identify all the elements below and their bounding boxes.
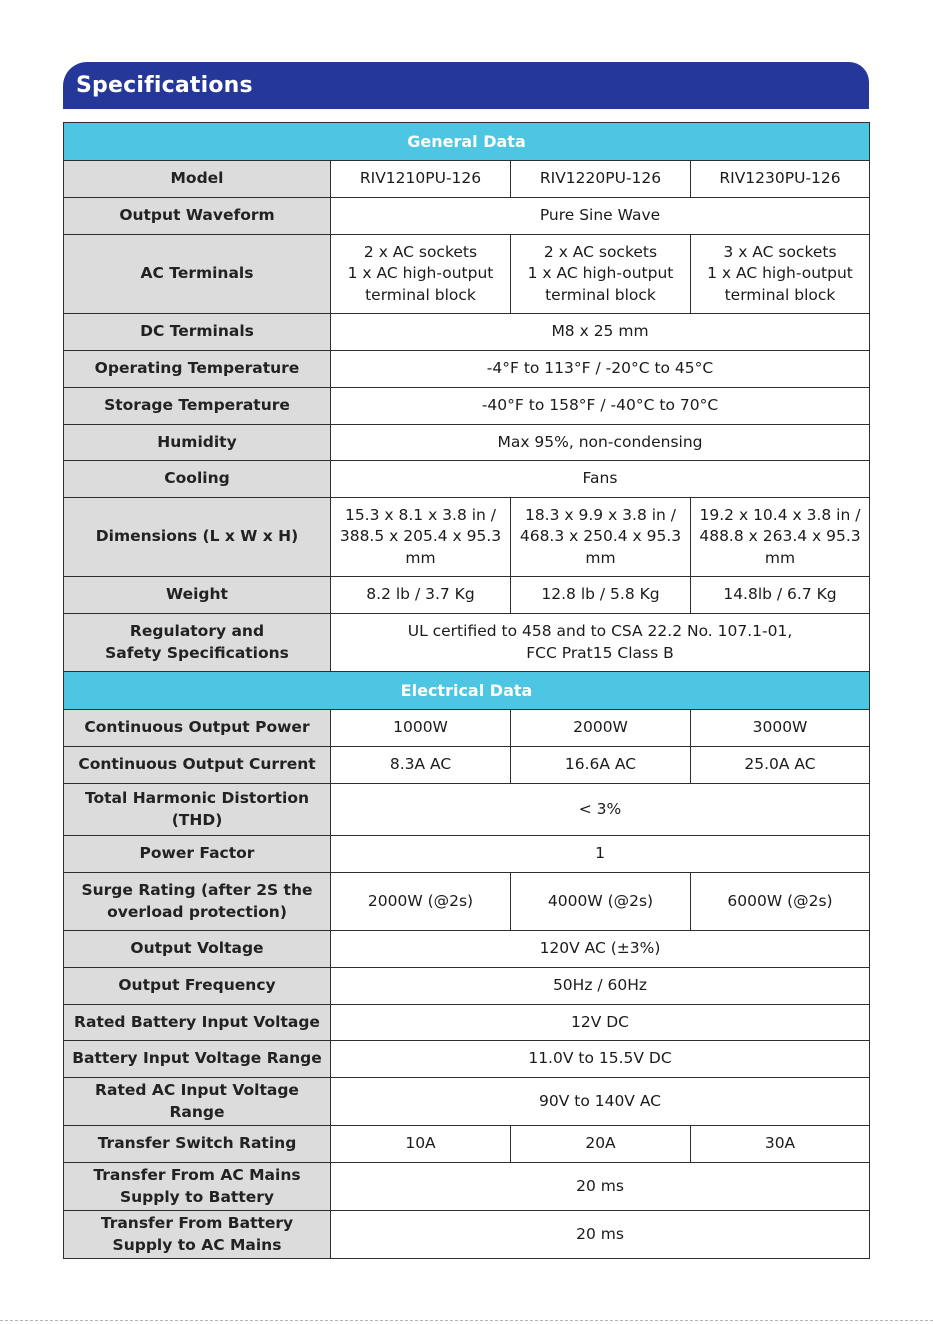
row-label [64, 747, 331, 784]
row-value [691, 161, 870, 198]
row-label-line: Rated Battery Input Voltage [74, 1012, 320, 1031]
row-value [331, 968, 870, 1005]
table-row [64, 836, 870, 873]
table-row [64, 461, 870, 498]
row-value-line: 4000W (@2s) [547, 891, 654, 910]
row-value-line: 20A [585, 1134, 616, 1153]
row-value [331, 577, 511, 614]
row-value [511, 235, 691, 314]
table-row [64, 873, 870, 931]
row-label-line: overload protection) [107, 902, 287, 921]
table-row [64, 161, 870, 198]
row-value-line: 488.8 x 263.4 x 95.3 [699, 527, 861, 546]
row-value [331, 388, 870, 425]
table-row [64, 198, 870, 235]
row-value-line: -4°F to 113°F / -20°C to 45°C [486, 359, 714, 378]
row-value [511, 498, 691, 577]
table-row [64, 1211, 870, 1259]
row-value [691, 710, 870, 747]
row-label-line: Transfer From Battery [100, 1214, 294, 1232]
row-label [64, 461, 331, 498]
row-value [691, 235, 870, 314]
row-value-line: < 3% [578, 799, 622, 818]
section-title: Electrical Data [64, 672, 870, 710]
row-value-line: 120V AC (±3%) [539, 939, 661, 958]
row-label [64, 784, 331, 836]
row-value-line: 2000W [573, 718, 628, 737]
row-label [64, 1126, 331, 1163]
row-value-line: 30A [764, 1134, 796, 1153]
row-value [511, 747, 691, 784]
row-label [64, 968, 331, 1005]
row-value [331, 498, 511, 577]
row-value [331, 314, 870, 351]
row-value [331, 931, 870, 968]
row-value-line: mm [405, 548, 436, 567]
table-row [64, 747, 870, 784]
table-row [64, 388, 870, 425]
row-value [331, 235, 511, 314]
row-label-line: Total Harmonic Distortion [84, 789, 310, 807]
row-label-line: Safety Specifications [105, 643, 289, 662]
row-value-line: 50Hz / 60Hz [552, 976, 648, 995]
row-label [64, 425, 331, 461]
row-value-line: RIV1210PU-126 [359, 169, 482, 188]
row-label [64, 836, 331, 873]
row-label-line: Dimensions (L x W x H) [95, 527, 299, 546]
row-label-line: Operating Temperature [94, 359, 300, 378]
row-value-line: 19.2 x 10.4 x 3.8 in / [699, 505, 861, 524]
table-row [64, 1163, 870, 1211]
row-label [64, 388, 331, 425]
row-label [64, 710, 331, 747]
table-row [64, 425, 870, 461]
row-value [331, 747, 511, 784]
row-label-line: Storage Temperature [104, 396, 290, 415]
row-value [331, 1041, 870, 1078]
section-header-row [64, 672, 870, 710]
row-value-line: 1000W [393, 718, 448, 737]
row-label-line: Continuous Output Power [84, 718, 310, 737]
row-value-line: 25.0A AC [744, 755, 816, 774]
row-value-line: RIV1220PU-126 [539, 169, 662, 188]
table-row [64, 235, 870, 314]
row-value-line: 3000W [752, 718, 808, 737]
row-value [511, 161, 691, 198]
row-label-line: Regulatory and [129, 622, 265, 640]
row-value [331, 710, 511, 747]
row-value-line: 2000W (@2s) [367, 891, 474, 910]
section-header-row [64, 123, 870, 161]
row-label [64, 1041, 331, 1078]
row-label-line: Output Waveform [119, 206, 275, 225]
row-value [331, 351, 870, 388]
row-value-line: 388.5 x 205.4 x 95.3 [339, 527, 502, 546]
section-title: General Data [64, 123, 870, 161]
row-value-line: 3 x AC sockets [723, 242, 837, 261]
row-label-line: Continuous Output Current [78, 755, 316, 774]
row-value-line: 1 [595, 844, 605, 863]
row-value [331, 1078, 870, 1126]
row-label [64, 161, 331, 198]
row-label-line: Range [169, 1102, 225, 1121]
row-label [64, 614, 331, 672]
row-value [331, 614, 870, 672]
row-value [511, 873, 691, 931]
row-value-line: Fans [582, 469, 618, 488]
row-value [331, 425, 870, 461]
row-value-line: Pure Sine Wave [539, 206, 661, 225]
row-label-line: Model [170, 169, 224, 188]
row-value-line: 12V DC [570, 1012, 629, 1031]
row-value [331, 1211, 870, 1259]
row-value [691, 577, 870, 614]
row-label-line: DC Terminals [140, 322, 254, 341]
row-value-line: 10A [405, 1134, 436, 1153]
specifications-banner [63, 62, 869, 109]
row-value [331, 1126, 511, 1163]
table-row [64, 710, 870, 747]
table-row [64, 498, 870, 577]
row-label [64, 1078, 331, 1126]
row-label-line: Supply to Battery [119, 1187, 274, 1206]
row-value [331, 1163, 870, 1211]
table-row [64, 1041, 870, 1078]
row-label-line: (THD) [171, 810, 223, 829]
row-value [331, 461, 870, 498]
row-value-line: 1 x AC high-output [347, 264, 494, 283]
row-value [691, 873, 870, 931]
row-value-line: 16.6A AC [564, 755, 637, 774]
row-value-line: 20 ms [576, 1176, 624, 1195]
row-label-line: Humidity [157, 432, 237, 451]
row-label-line: Rated AC Input Voltage [95, 1081, 299, 1099]
row-value-line: 1 x AC high-output [707, 264, 853, 283]
table-row [64, 784, 870, 836]
row-value-line: 18.3 x 9.9 x 3.8 in / [524, 505, 677, 524]
row-value [511, 577, 691, 614]
row-label-line: Battery Input Voltage Range [72, 1049, 322, 1068]
row-label [64, 577, 331, 614]
row-value-line: FCC Prat15 Class B [526, 643, 674, 662]
row-value [331, 836, 870, 873]
page-bottom-rule [0, 1320, 933, 1321]
row-value-line: 2 x AC sockets [363, 242, 478, 261]
row-label [64, 1005, 331, 1041]
row-value [331, 784, 870, 836]
row-label [64, 235, 331, 314]
row-label-line: Transfer Switch Rating [97, 1134, 297, 1153]
row-value-line: 12.8 lb / 5.8 Kg [541, 585, 660, 604]
row-value-line: 8.2 lb / 3.7 Kg [366, 585, 475, 604]
table-row [64, 968, 870, 1005]
row-value [691, 498, 870, 577]
row-label-line: Output Frequency [118, 976, 276, 995]
row-value [691, 1126, 870, 1163]
row-label [64, 931, 331, 968]
table-row [64, 351, 870, 388]
row-value [331, 161, 511, 198]
row-value-line: mm [764, 548, 796, 567]
row-value-line: 90V to 140V AC [538, 1091, 661, 1110]
row-label [64, 498, 331, 577]
row-label-line: Cooling [164, 469, 230, 488]
table-row [64, 1126, 870, 1163]
row-label [64, 1163, 331, 1211]
row-label-line: AC Terminals [140, 264, 254, 283]
table-row [64, 577, 870, 614]
page-title: Specifications [76, 73, 253, 98]
row-value-line: 15.3 x 8.1 x 3.8 in / [344, 505, 497, 524]
row-label-line: Power Factor [139, 844, 255, 863]
row-value-line: terminal block [724, 285, 836, 304]
row-value-line: UL certified to 458 and to CSA 22.2 No. 107.1-01, [407, 622, 793, 640]
row-value-line: M8 x 25 mm [551, 322, 649, 341]
row-label-line: Transfer From AC Mains [93, 1166, 301, 1184]
row-value-line: terminal block [545, 285, 656, 304]
row-value-line: 20 ms [576, 1224, 624, 1243]
row-value-line: 2 x AC sockets [543, 242, 658, 261]
row-value [331, 873, 511, 931]
row-value [691, 747, 870, 784]
table-row [64, 1078, 870, 1126]
row-value-line: 468.3 x 250.4 x 95.3 [519, 527, 682, 546]
row-value-line: RIV1230PU-126 [719, 169, 841, 188]
table-row [64, 314, 870, 351]
row-label [64, 1211, 331, 1259]
table-row [64, 1005, 870, 1041]
row-value-line: mm [585, 548, 616, 567]
row-value [331, 1005, 870, 1041]
row-label [64, 198, 331, 235]
row-value-line: Max 95%, non-condensing [497, 432, 703, 451]
table-row [64, 931, 870, 968]
row-value-line: 11.0V to 15.5V DC [528, 1049, 672, 1068]
row-value [331, 198, 870, 235]
row-label [64, 351, 331, 388]
row-value-line: 1 x AC high-output [527, 264, 674, 283]
table-row [64, 614, 870, 672]
row-label-line: Weight [166, 585, 228, 604]
row-label [64, 873, 331, 931]
specifications-table [63, 122, 870, 1259]
row-value-line: 8.3A AC [389, 755, 452, 774]
row-value-line: terminal block [365, 285, 476, 304]
row-value [511, 1126, 691, 1163]
row-value-line: 14.8lb / 6.7 Kg [723, 585, 837, 604]
row-label-line: Surge Rating (after 2S the [81, 881, 313, 899]
row-label [64, 314, 331, 351]
row-label-line: Output Voltage [130, 939, 264, 958]
row-label-line: Supply to AC Mains [112, 1235, 282, 1254]
row-value-line: -40°F to 158°F / -40°C to 70°C [481, 396, 719, 415]
row-value [511, 710, 691, 747]
row-value-line: 6000W (@2s) [727, 891, 833, 910]
